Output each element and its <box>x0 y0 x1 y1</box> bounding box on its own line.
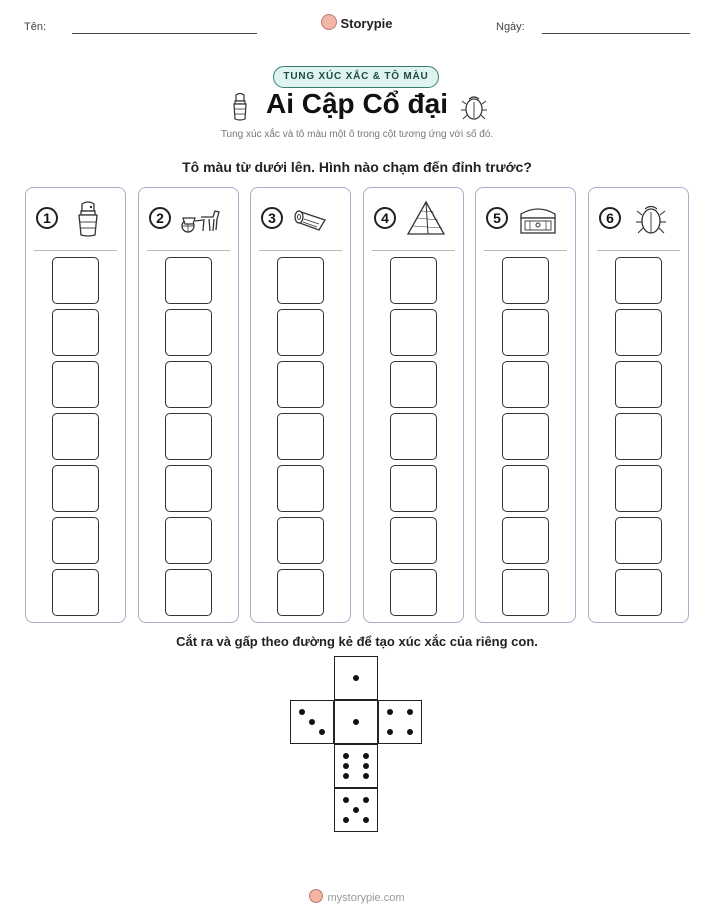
color-cell[interactable] <box>277 517 324 564</box>
die-pip <box>353 719 359 725</box>
color-cell[interactable] <box>390 361 437 408</box>
color-cell[interactable] <box>502 465 549 512</box>
name-label: Tên: <box>24 21 47 33</box>
die-face-top <box>334 656 378 700</box>
die-pip <box>387 709 393 715</box>
color-cell[interactable] <box>165 257 212 304</box>
color-cell[interactable] <box>615 517 662 564</box>
die-pip <box>363 753 369 759</box>
column-4 <box>363 187 464 623</box>
column-6 <box>588 187 689 623</box>
scarab-beetle-icon <box>460 92 488 122</box>
color-cell[interactable] <box>615 309 662 356</box>
die-face-left <box>290 700 334 744</box>
die-pip <box>343 797 349 803</box>
column-number: 1 <box>36 207 58 229</box>
pyramid-icon <box>404 200 448 238</box>
die-pip <box>299 709 305 715</box>
column-2 <box>138 187 239 623</box>
die-pip <box>363 797 369 803</box>
column-number: 6 <box>599 207 621 229</box>
die-pip <box>353 807 359 813</box>
color-cell[interactable] <box>502 413 549 460</box>
color-cell[interactable] <box>165 465 212 512</box>
scarab-beetle-icon <box>629 200 673 238</box>
die-pip <box>343 773 349 779</box>
color-cell[interactable] <box>52 361 99 408</box>
footer <box>0 889 714 904</box>
color-cell[interactable] <box>390 465 437 512</box>
dice-net <box>290 656 424 834</box>
color-cell[interactable] <box>502 517 549 564</box>
die-face-bottom <box>334 788 378 832</box>
page-title: Ai Cập Cổ đại <box>265 88 448 119</box>
color-cell[interactable] <box>615 569 662 616</box>
die-pip <box>363 773 369 779</box>
name-line[interactable] <box>72 33 257 34</box>
column-number: 3 <box>261 207 283 229</box>
chariot-icon <box>179 200 223 238</box>
color-cell[interactable] <box>52 257 99 304</box>
die-pip <box>363 817 369 823</box>
color-cell[interactable] <box>277 465 324 512</box>
color-cell[interactable] <box>615 361 662 408</box>
column-3 <box>250 187 351 623</box>
color-cell[interactable] <box>165 517 212 564</box>
color-cell[interactable] <box>165 361 212 408</box>
footer-url: mystorypie.com <box>327 892 405 904</box>
color-cell[interactable] <box>502 361 549 408</box>
die-pip <box>363 763 369 769</box>
die-face-center <box>334 700 378 744</box>
color-cell[interactable] <box>502 309 549 356</box>
mascot-icon <box>321 14 337 30</box>
color-cell[interactable] <box>615 413 662 460</box>
color-cell[interactable] <box>277 257 324 304</box>
die-face-right <box>378 700 422 744</box>
die-pip <box>309 719 315 725</box>
treasure-chest-icon <box>516 200 560 238</box>
column-5 <box>475 187 576 623</box>
die-pip <box>343 763 349 769</box>
die-pip <box>387 729 393 735</box>
die-pip <box>343 753 349 759</box>
canopic-jar-icon <box>66 200 110 238</box>
color-cell[interactable] <box>52 465 99 512</box>
color-cell[interactable] <box>390 569 437 616</box>
color-cell[interactable] <box>390 309 437 356</box>
color-cell[interactable] <box>52 413 99 460</box>
die-pip <box>319 729 325 735</box>
dice-instruction: Cắt ra và gấp theo đường kẻ để tạo xúc xắc của riêng con. <box>176 634 538 649</box>
die-pip <box>407 729 413 735</box>
color-cell[interactable] <box>615 257 662 304</box>
color-cell[interactable] <box>52 569 99 616</box>
color-cell[interactable] <box>52 517 99 564</box>
color-cell[interactable] <box>277 309 324 356</box>
column-number: 2 <box>149 207 171 229</box>
date-line[interactable] <box>542 33 690 34</box>
color-cell[interactable] <box>277 569 324 616</box>
color-cell[interactable] <box>615 465 662 512</box>
color-cell[interactable] <box>277 361 324 408</box>
color-cell[interactable] <box>165 309 212 356</box>
mascot-icon <box>309 889 323 903</box>
activity-badge: TUNG XÚC XẮC & TÔ MÀU <box>273 66 439 88</box>
column-1 <box>25 187 126 623</box>
die-pip <box>353 675 359 681</box>
color-cell[interactable] <box>390 517 437 564</box>
papyrus-scroll-icon <box>291 200 335 238</box>
color-cell[interactable] <box>390 413 437 460</box>
die-face-lower <box>334 744 378 788</box>
instruction: Tô màu từ dưới lên. Hình nào chạm đến đỉnh trước? <box>182 159 532 175</box>
date-label: Ngày: <box>496 21 525 33</box>
color-cell[interactable] <box>165 413 212 460</box>
color-cell[interactable] <box>165 569 212 616</box>
column-number: 5 <box>486 207 508 229</box>
die-pip <box>407 709 413 715</box>
color-cell[interactable] <box>277 413 324 460</box>
color-cell[interactable] <box>52 309 99 356</box>
color-cell[interactable] <box>502 257 549 304</box>
brand-name: Storypie <box>340 16 393 31</box>
subtitle: Tung xúc xắc và tô màu một ô trong cột tương ứng với số đó. <box>220 129 494 140</box>
column-number: 4 <box>374 207 396 229</box>
color-cell[interactable] <box>502 569 549 616</box>
color-cell[interactable] <box>390 257 437 304</box>
die-pip <box>343 817 349 823</box>
brand-logo <box>0 14 714 31</box>
